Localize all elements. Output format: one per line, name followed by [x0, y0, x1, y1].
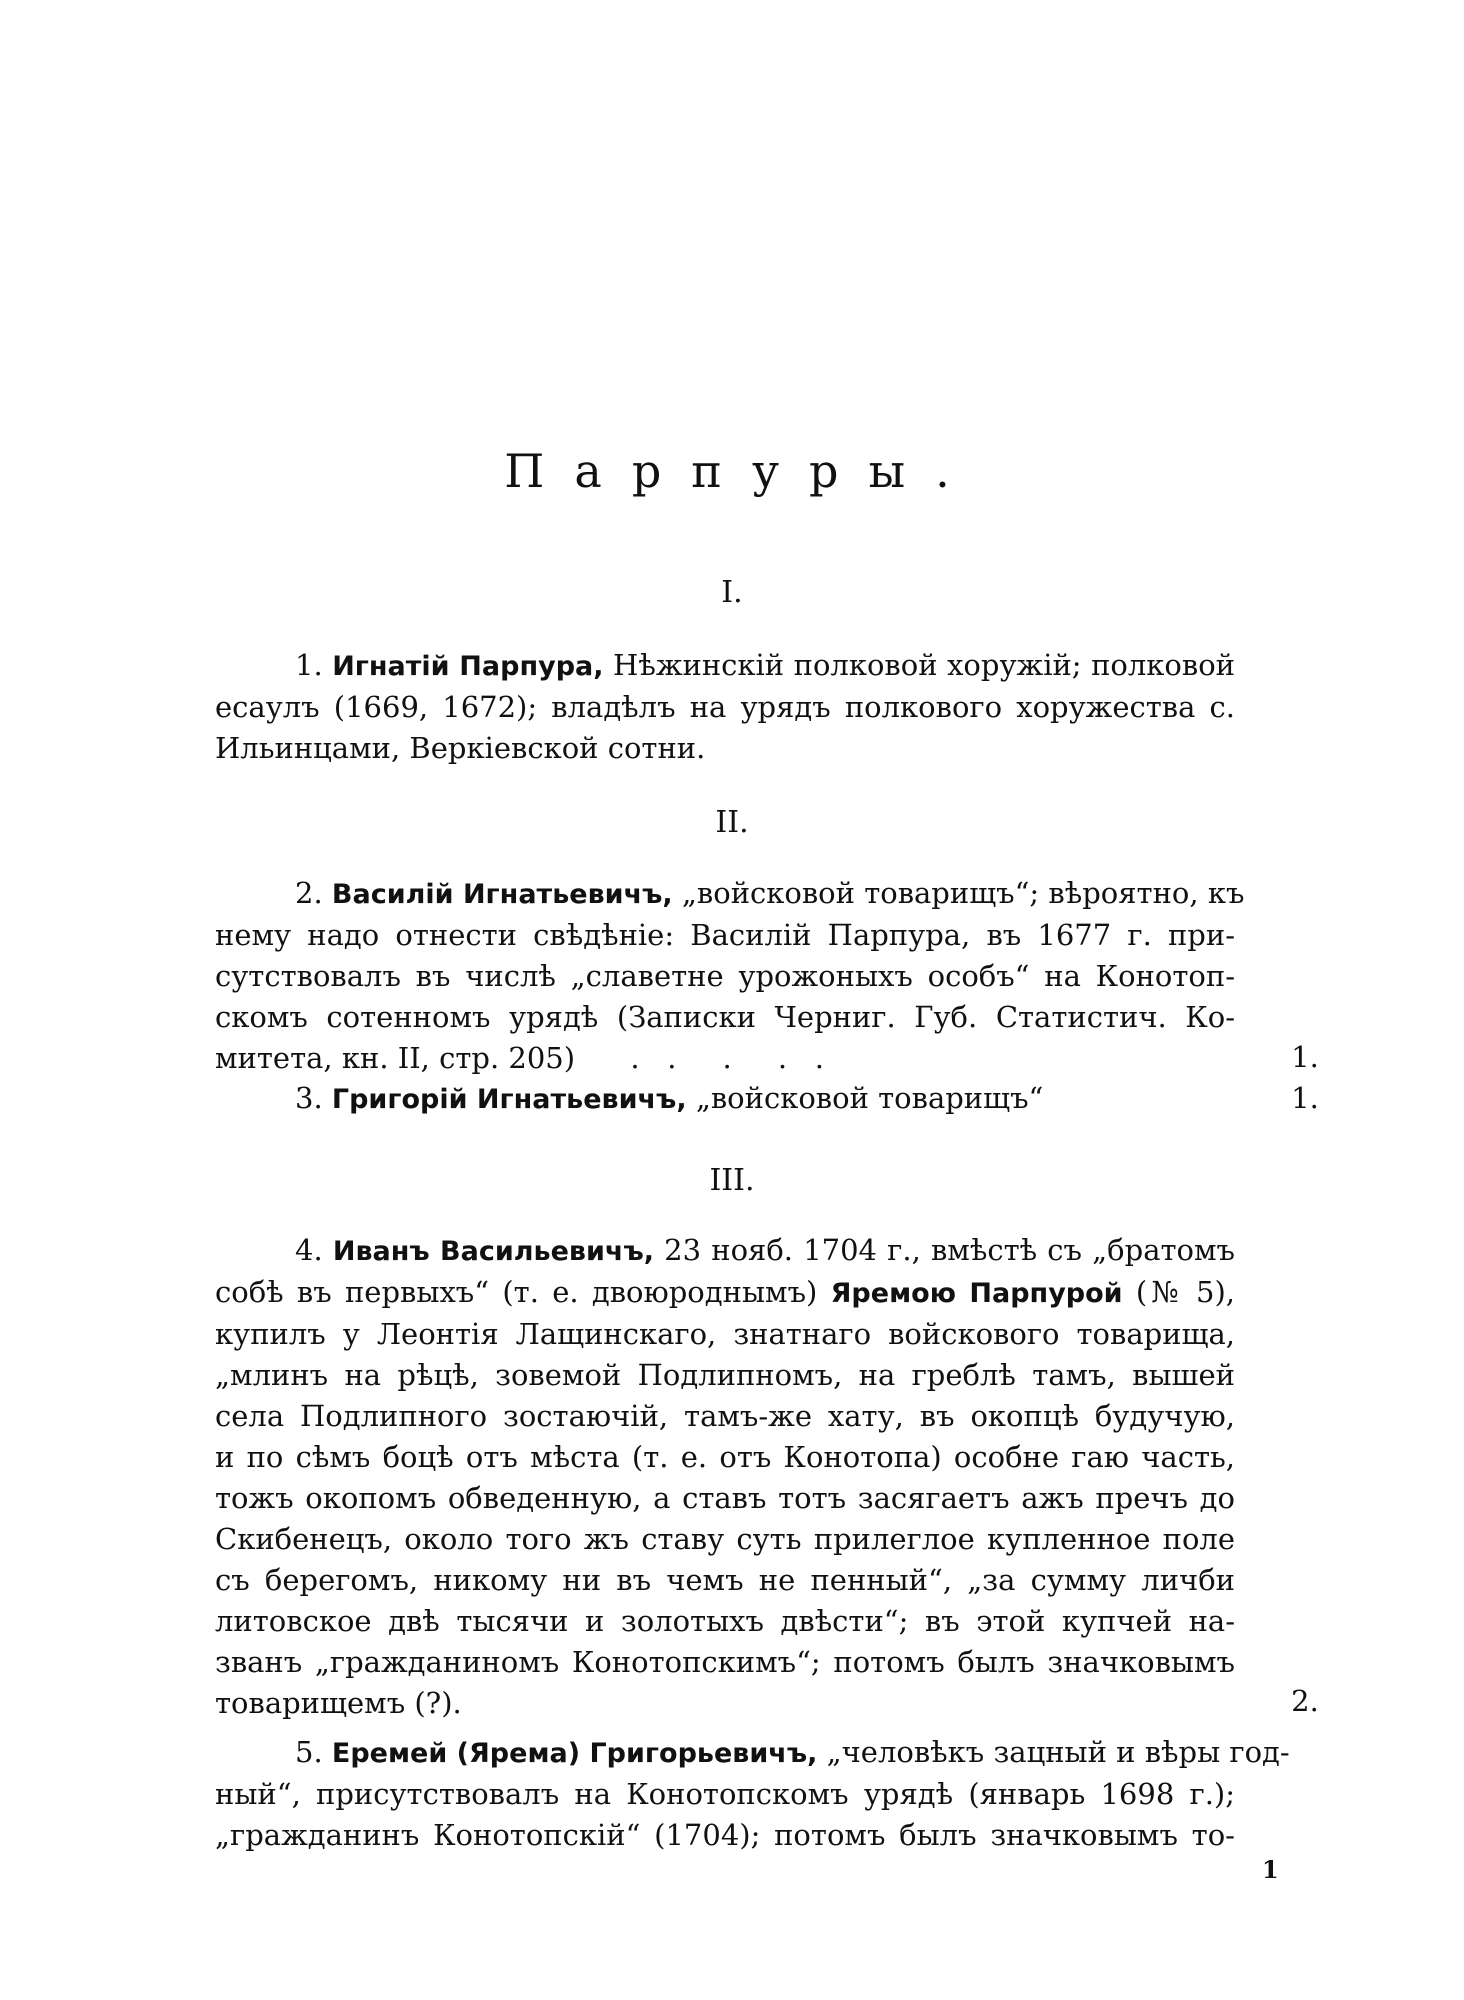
- entry-line: сутствовалъ въ числѣ „славетне урожоныхъ особъ“ на Конотоп-: [215, 959, 1235, 993]
- person-name: Еремей (Ярема) Григорьевичъ,: [331, 1738, 818, 1769]
- entry-text: 23 нояб. 1704 г., вмѣстѣ съ „братомъ: [654, 1233, 1235, 1267]
- margin-reference: 2.: [1291, 1684, 1319, 1718]
- entry-text: „войсковой товарищъ“; вѣроятно, къ: [672, 876, 1245, 910]
- entry-line: [215, 1732, 1290, 1774]
- entry-number: 5.: [295, 1735, 323, 1769]
- entry-number: 4.: [295, 1233, 323, 1267]
- entry-text: „войсковой товарищъ“: [686, 1081, 1044, 1115]
- entry-text: Нѣжинскій полковой хоружій; полковой: [603, 648, 1235, 682]
- entry-5: [215, 1732, 1290, 1856]
- person-name: Василій Игнатьевичъ,: [331, 879, 673, 910]
- entry-number: 2.: [295, 876, 323, 910]
- entry-line: ный“, присутствовалъ на Конотопскомъ урядѣ (январь 1698 г.);: [215, 1777, 1235, 1811]
- entry-line: Скибенецъ, около того жъ ставу суть прилеглое купленное поле: [215, 1522, 1235, 1556]
- person-name: Игнатій Парпура,: [332, 651, 604, 682]
- entry-line: тожъ окопомъ обведенную, а ставъ тотъ засягаетъ ажъ пречъ до: [215, 1481, 1235, 1515]
- entry-line: товарищемъ (?).: [215, 1686, 462, 1720]
- entry-number: 1.: [295, 648, 323, 682]
- entry-1: [215, 645, 1235, 769]
- person-name: Яремою Парпурой: [830, 1278, 1123, 1309]
- entry-line: села Подлипного зостаючій, тамъ-же хату, въ окопцѣ будучую,: [215, 1399, 1235, 1433]
- entry-line: [215, 645, 1235, 687]
- page-title: Парпуры.: [504, 444, 980, 498]
- entry-line: „млинъ на рѣцѣ, зовемой Подлипномъ, на греблѣ тамъ, вышей: [215, 1358, 1235, 1392]
- entry-line: съ берегомъ, никому ни въ чемъ не пенный“, „за сумму личби: [215, 1563, 1235, 1597]
- section-heading-2: II.: [715, 805, 749, 840]
- entry-line: собѣ въ первыхъ“ (т. е. двоюроднымъ) Яремою Парпурой (№ 5),: [215, 1275, 1235, 1309]
- entry-line: [215, 1230, 1235, 1272]
- entry-line: скомъ сотенномъ урядѣ (Записки Черниг. Губ. Статистич. Ко-: [215, 1000, 1235, 1034]
- entry-line: и по сѣмъ боцѣ отъ мѣста (т. е. отъ Конотопа) особне гаю часть,: [215, 1440, 1235, 1474]
- entry-line: [215, 1078, 1235, 1120]
- entry-line: есаулъ (1669, 1672); владѣлъ на урядъ полкового хоружества с.: [215, 690, 1235, 724]
- entry-2: [215, 873, 1245, 1079]
- entry-line: званъ „гражданиномъ Конотопскимъ“; потомъ былъ значковымъ: [215, 1645, 1235, 1679]
- entry-4: [215, 1230, 1235, 1724]
- person-name: Иванъ Васильевичъ,: [332, 1236, 655, 1267]
- entry-text: „человѣкъ зацный и вѣры год-: [817, 1735, 1290, 1769]
- entry-line: митета, кн. II, стр. 205) . . . . .: [215, 1041, 824, 1075]
- entry-line: „гражданинъ Конотопскій“ (1704); потомъ былъ значковымъ то-: [215, 1818, 1235, 1852]
- entry-line: Ильинцами, Веркіевской сотни.: [215, 731, 706, 765]
- margin-reference: 1.: [1291, 1040, 1319, 1074]
- section-heading-3: III.: [709, 1163, 755, 1198]
- section-heading-1: I.: [721, 575, 743, 610]
- entry-number: 3.: [295, 1081, 323, 1115]
- entry-line: [215, 873, 1245, 915]
- person-name: Григорій Игнатьевичъ,: [331, 1084, 687, 1115]
- page-number: 1: [1262, 1855, 1279, 1884]
- margin-reference: 1.: [1291, 1081, 1319, 1115]
- entry-line: нему надо отнести свѣдѣніе: Василій Парпура, въ 1677 г. при-: [215, 918, 1235, 952]
- entry-line: купилъ у Леонтія Лащинскаго, знатнаго войскового товарища,: [215, 1317, 1235, 1351]
- entry-line: литовское двѣ тысячи и золотыхъ двѣсти“; въ этой купчей на-: [215, 1604, 1235, 1638]
- entry-3: [215, 1078, 1235, 1120]
